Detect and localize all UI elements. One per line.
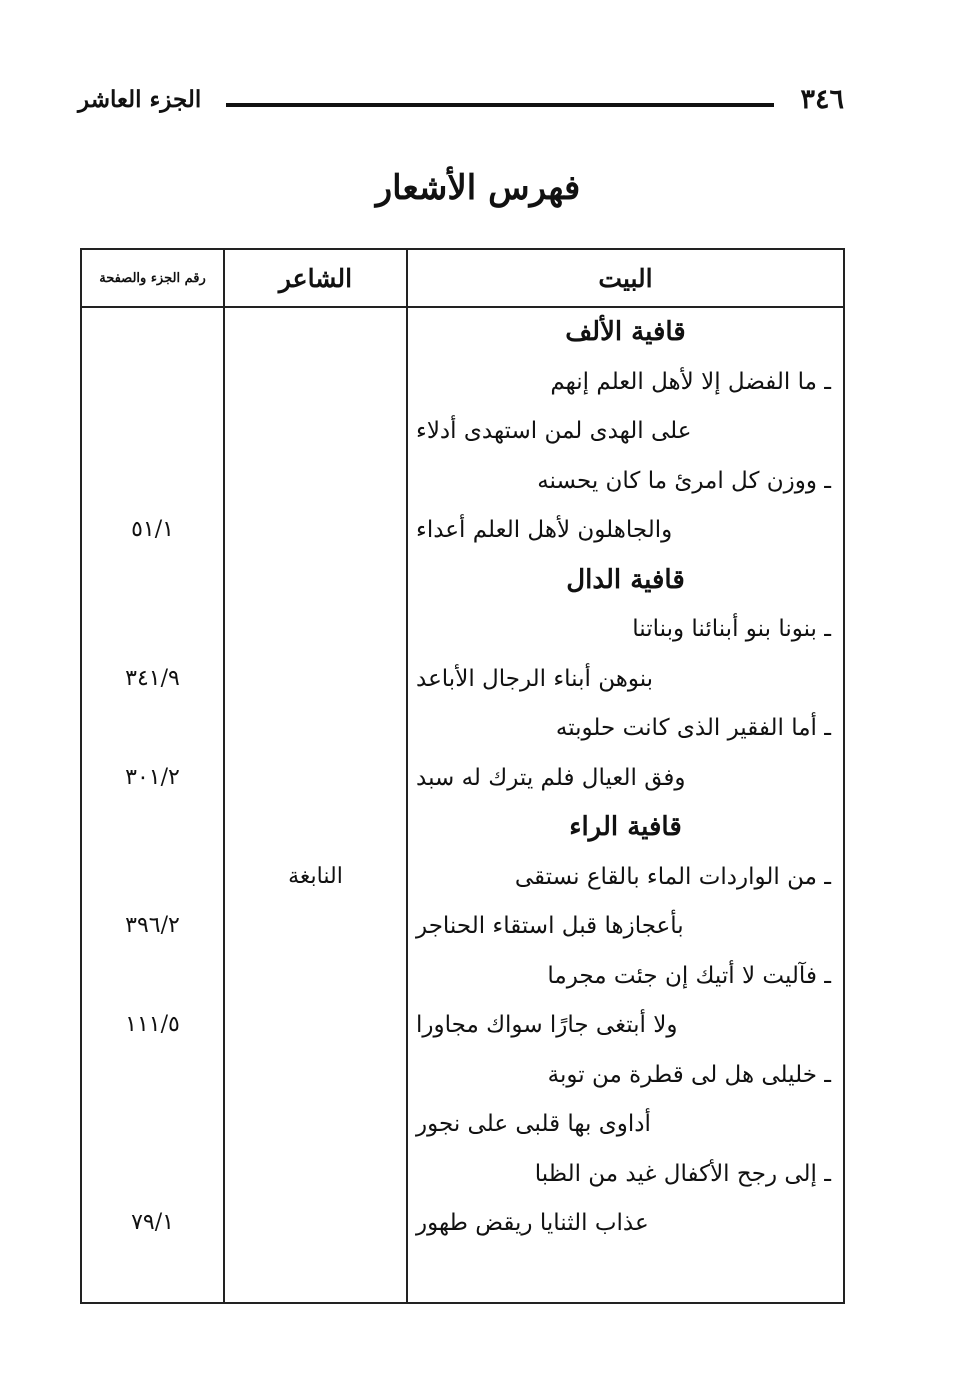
verse-text: ـ إلى رجح الأكفال غيد من الظبا [534, 1160, 831, 1187]
page-number: ٣٤٦ [800, 84, 844, 115]
verse-text: وفق العيال فلم يترك له سبد [416, 764, 686, 791]
volume-page-reference: ١١١/٥ [125, 1012, 180, 1037]
table-header-row [82, 250, 843, 308]
rhyme-heading: قافية الدال [566, 564, 685, 595]
verse-text: ـ فآليت لا أتيك إن جئت مجرما [547, 962, 831, 989]
page-title: فهرس الأشعار [375, 168, 581, 208]
verse-text: عذاب الثنايا ريقض طهور [416, 1210, 649, 1236]
table-row [82, 952, 843, 1000]
verse-text: ولا أبتغى جارًا سواك مجاورا [416, 1012, 678, 1038]
verse-text: بأعجازها قبل استقاء الحناجر [416, 913, 684, 939]
table-row [82, 1051, 843, 1099]
verse-text: ـ من الواردات الماء بالقاع نستقى [514, 863, 831, 890]
poet-name: النابغة [288, 863, 343, 889]
rhyme-heading: قافية الألف [565, 317, 686, 347]
table-row [82, 1100, 843, 1148]
table-row [82, 902, 843, 950]
volume-page-reference: ٣٩٦/٢ [125, 913, 180, 938]
table-row [82, 605, 843, 653]
table-row [82, 655, 843, 703]
rhyme-heading: قافية الراء [569, 812, 682, 842]
table-row [82, 1150, 843, 1198]
header-rule [226, 103, 774, 107]
table-row [82, 358, 843, 406]
volume-page-reference: ٣٤١/٩ [125, 665, 180, 691]
rhyme-heading-row [82, 803, 843, 851]
table-row [82, 407, 843, 455]
volume-page-reference: ٣٠١/٢ [125, 764, 180, 790]
table-row [82, 506, 843, 554]
table-row [82, 1001, 843, 1049]
table-row [82, 1199, 843, 1247]
part-title: الجزء العاشر [78, 86, 202, 113]
verse-text: ـ بنونا بنو أبنائنا وبناتنا [632, 616, 831, 642]
verse-text: ـ خليلى هل لى قطرة من توبة [547, 1061, 831, 1088]
verse-text: والجاهلون لأهل العلم أعداء [416, 517, 673, 543]
verse-text: على الهدى لمن استهدى أدلاء [416, 418, 692, 444]
rhyme-heading-row [82, 308, 843, 356]
table-row [82, 853, 843, 901]
poetry-index-table [80, 248, 845, 1304]
verse-text: ـ ما الفضل إلا لأهل العلم إنهم [550, 368, 831, 395]
column-header-reference: رقم الجزء والصفحة [99, 271, 206, 286]
volume-page-reference: ٧٩/١ [131, 1210, 174, 1235]
verse-text: أداوى بها قلبى على نجور [416, 1111, 651, 1137]
running-header [78, 84, 844, 124]
column-header-verse: البيت [598, 264, 653, 293]
verse-text: بنوهن أبناء الرجال الأباعد [416, 665, 654, 692]
table-row [82, 457, 843, 505]
table-row [82, 704, 843, 752]
verse-text: ـ ووزن كل امرئ ما كان يحسنه [537, 467, 831, 494]
rhyme-heading-row [82, 556, 843, 604]
table-row [82, 754, 843, 802]
verse-text: ـ أما الفقير الذى كانت حلوبته [555, 715, 831, 741]
volume-page-reference: ٥١/١ [131, 517, 174, 542]
column-header-poet: الشاعر [278, 264, 353, 293]
